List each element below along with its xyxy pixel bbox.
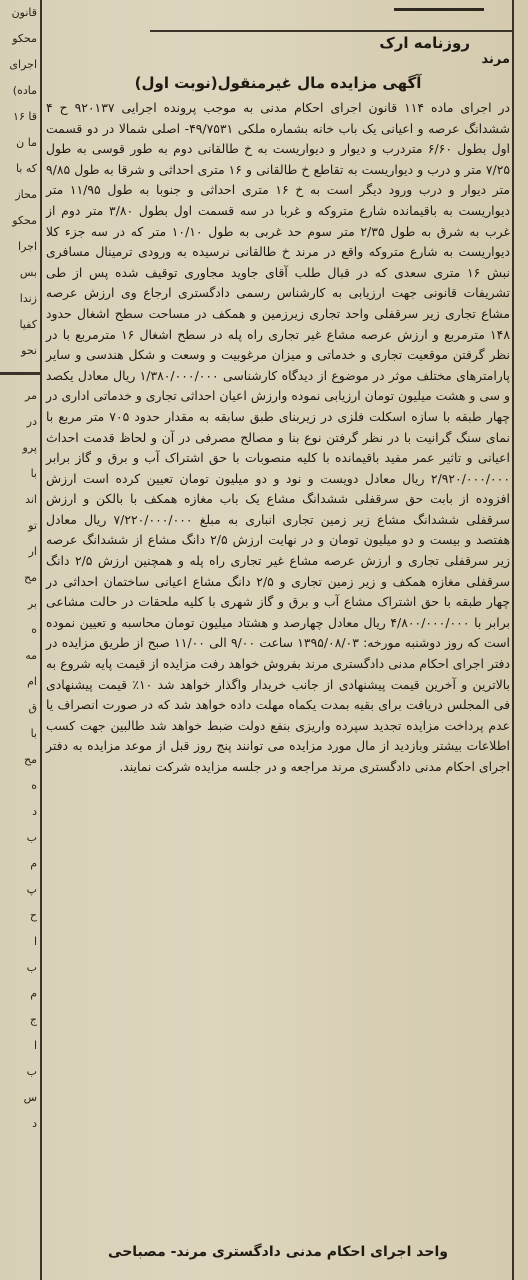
top-dash xyxy=(394,8,484,11)
column-fragment: ه xyxy=(31,779,37,792)
column-fragment: بس xyxy=(19,266,37,279)
column-fragment: (ماده xyxy=(12,84,37,97)
column-fragment: مه xyxy=(25,649,37,662)
notice-signature: واحد اجرای احکام مدنی دادگستری مرند- مصباحی xyxy=(108,1244,448,1260)
column-fragment: محکو xyxy=(12,214,37,227)
column-fragment: بر xyxy=(27,597,37,610)
column-fragment: مر xyxy=(25,389,37,402)
column-fragment: که با xyxy=(15,162,37,175)
column-fragment: د xyxy=(32,805,37,818)
column-fragment: قانون xyxy=(11,6,37,19)
column-fragment: د xyxy=(32,1117,37,1130)
notice-title: آگهی مزایده مال غیرمنقول(نوبت اول) xyxy=(134,74,422,92)
column-fragment: مح xyxy=(24,571,37,584)
column-fragment: نحو xyxy=(21,344,37,357)
column-fragment: ا xyxy=(33,1039,37,1052)
column-fragment: ب xyxy=(26,961,37,974)
column-fragment: ه xyxy=(31,623,37,636)
column-fragment: ا xyxy=(33,935,37,948)
column-fragment: اجرای xyxy=(9,58,37,71)
column-fragment: در xyxy=(26,415,37,428)
column-fragment: محاز xyxy=(15,188,37,201)
column-fragment: ۱۶ قا xyxy=(13,110,37,123)
column-fragment: ح xyxy=(29,909,37,922)
column-fragment: پرو xyxy=(22,441,37,454)
column-fragment: ام xyxy=(27,675,37,688)
column-fragment: م xyxy=(30,857,37,870)
column-fragment: زندا xyxy=(19,292,37,305)
column-fragment: س xyxy=(23,1091,37,1104)
column-fragment: با xyxy=(30,727,37,740)
notice-header xyxy=(46,34,510,74)
column-fragment: اند xyxy=(25,493,37,506)
adjacent-column xyxy=(0,0,42,1280)
column-fragment: م xyxy=(30,987,37,1000)
top-rule xyxy=(150,0,514,32)
column-fragment: با xyxy=(30,467,37,480)
column-fragment: تو xyxy=(28,519,37,532)
newspaper-name: روزنامه ارک xyxy=(379,34,470,52)
column-fragment: ج xyxy=(29,1013,37,1026)
column-fragment: ق xyxy=(28,701,37,714)
column-fragment: ار xyxy=(28,545,37,558)
city-label: مرند xyxy=(481,52,510,67)
column-fragment: مح xyxy=(24,753,37,766)
column-fragment: پ xyxy=(26,883,37,896)
auction-notice xyxy=(46,34,510,1260)
column-fragment: ب xyxy=(26,831,37,844)
notice-body: در اجرای ماده ۱۱۴ قانون اجرای احکام مدنی به موجب پرونده اجرایی ۹۲۰۱۳۷ ح ۴ ششدانگ عرصه و اعیانی یک باب خانه بشماره ملکی ۴۹/۷۵۳۱- اصلی شمالا در دو قسمت اول بطول ۶/۶۰ متردرب و دیوار و دیواریست به خ طالقانی دوم به طور قوسی به طول ۷/۲۵ متر و درب و دیواریست به تقاطع خ طالقانی و ۱۶ متری احداثی و شرقا به طول ۹/۸۵ متر دیوار و درب ورود دیگر است به خ ۱۶ متری احداثی و جنوبا به طول ۱۱/۹۵ متر دیواریست به باقیمانده شارع متروکه و غربا در سه قسمت اول بطول ۳/۸۰ متر دوم از غرب به شرق به طول ۲/۳۵ متر سوم حد غربی به طول ۱۰/۱۰ متر که در سه جزء کلا دیواریست به شارع متروکه واقع در مرند خ طالقانی نرسیده به ورودی ترمینال مسافری نبش ۱۶ متری سعدی که در قبال طلب آقای جاوید مجاوری توقیف شده پس از طی تشریفات قانونی جهت ارزیابی به کارشناس رسمی دادگستری ارجاع وی ارزش عرصه مشاع تجاری زیر سرقفلی واحد تجاری زیرزمین و همکف در مساحت سطح اشغال حدود ۱۴۸ مترمربع و ارزش عرصه مشاع غیر تجاری راه پله در سطح اشغال ۱۶ مترمربع با در نظر گرفتن موقعیت تجاری و خدماتی و میزان مرغوبیت و وسعت و شکل هندسی و سایر پارامترهای مختلف موثر در موضوع از دیدگاه کارشناسی ۱/۳۸۰/۰۰۰/۰۰۰ ریال معادل یکصد و سی و هشت میلیون تومان ارزیابی نموده وارزش اعیان احداثی تجاری و خدماتی اداری در چهار طبقه با سازه اسکلت فلزی در زیربنای طبق سابقه به مقدار حدود ۷۰۵ متر مربع با نمای سنگ گرانیت با در نظر گرفتن نوع بنا و مصالح مصرفی در آن و لحاظ قدمت احداث اعیانی و تاثیر عمر مفید باقیمانده با کلیه منصوبات با حق اشتراک آب و برق و گاز برابر ۲/۹۲۰/۰۰۰/۰۰۰ ریال معادل دویست و نود و دو میلیون تومان تعیین کرده است ارزش افزوده از بابت حق سرقفلی ششدانگ مشاع یک باب مغازه همکف با بالکن و ارزش سرقفلی ششدانگ مشاع زیر زمین تجاری انباری به مبلغ ۷/۲۲۰/۰۰۰/۰۰۰ ریال معادل هفتصد و بیست و دو میلیون تومان و در نهایت ارزش ۲/۵ دانگ مشاع از ششدانگ عرصه زیر سرقفلی تجاری و ارزش عرصه مشاع غیر تجاری راه پله و همچنین ارزش ۲/۵ دانگ سرقفلی مغازه همکف و زیر زمین تجاری و ۲/۵ دانگ مشاع اعیانی ساختمان احداثی در چهار طبقه با حق اشتراک مشاع آب و برق و گاز شهری با کلیه ملحقات در حالت مشاعی برابر با ۴/۸۰۰/۰۰۰/۰۰۰ ریال معادل چهارصد و هشتاد میلیون تومان محاسبه و تعیین نموده است که روز دوشنبه مورخه: ۱۳۹۵/۰۸/۰۳ ساعت ۹/۰۰ الی ۱۱/۰۰ صبح از طریق مزایده در دفتر اجرای احکام مدنی دادگستری مرند بفروش خواهد رفت مزایده از قیمت پایه شروع به بالاترین و آخرین قیمت پیشنهادی از جانب خریدار واگذار خواهد شد ۱۰٪ قیمت پیشنهادی فی المجلس دریافت برای بقیه بمدت یکماه مهلت داده خواهد شد که در صورت انصراف یا عدم پرداخت مزایده تجدید سپرده واریزی بنفع دولت ضبط خواهد شد طالبین جهت کسب اطلاعات بیشتر وبازدید از مال مورد مزایده می توانند پنج روز قبل از موعد مزایده به دفتر اجرای احکام مدنی دادگستری مرند مراجعه و در جلسه مزایده شرکت نمایند. xyxy=(46,100,511,774)
column-separator xyxy=(0,372,40,375)
column-fragment: محکو xyxy=(12,32,37,45)
column-fragment: کفیا xyxy=(19,318,37,331)
column-fragment: اجرا xyxy=(18,240,37,253)
column-fragment: ب xyxy=(26,1065,37,1078)
right-column-rule xyxy=(512,0,528,1280)
column-fragment: ما ن xyxy=(16,136,37,149)
